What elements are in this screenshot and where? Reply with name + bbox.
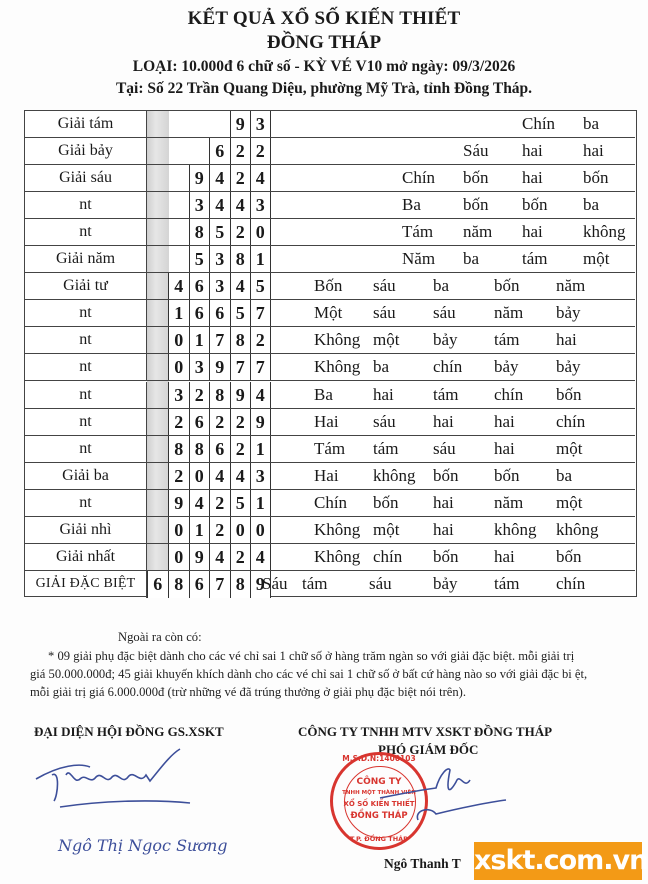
digit-word: bảy <box>433 573 458 593</box>
digit-word: không <box>556 519 599 539</box>
council-title: ĐẠI DIỆN HỘI ĐỒNG GS.XSKT <box>34 724 224 739</box>
digit-cell: 3 <box>209 246 230 272</box>
digit-cell: 4 <box>230 192 251 218</box>
results-table <box>24 110 637 597</box>
digit-cell: 1 <box>250 436 271 462</box>
digit-word: Sáu <box>463 141 489 161</box>
digit-word: một <box>556 492 583 512</box>
stamp-line-1: CÔNG TY <box>356 777 402 787</box>
company-title: CÔNG TY TNHH MTV XSKT ĐỒNG THÁP <box>298 724 553 739</box>
digit-cell: 1 <box>168 300 189 326</box>
digit-cell: 1 <box>189 517 210 543</box>
digit-word: ba <box>583 114 600 133</box>
digit-cell: 8 <box>230 327 251 353</box>
digit-cell: 5 <box>209 219 230 245</box>
digit-word: Bốn <box>314 276 343 296</box>
digit-word: hai <box>522 141 543 161</box>
digit-word: chín <box>373 546 403 566</box>
digit-word: bảy <box>433 330 458 350</box>
prize-row <box>25 354 635 381</box>
digit-word: một <box>583 249 610 269</box>
digit-word: bốn <box>463 195 489 215</box>
digit-cell: 4 <box>209 192 230 218</box>
prize-label: nt <box>25 300 147 326</box>
digit-word: sáu <box>373 411 396 431</box>
digit-cell: 6 <box>147 571 168 598</box>
digit-cell: 0 <box>168 544 189 570</box>
director-name: Ngô Thanh T <box>384 856 461 871</box>
digit-cell: 2 <box>230 436 251 462</box>
digit-cell: 3 <box>168 382 189 408</box>
digit-word: Ba <box>314 384 333 404</box>
digit-cell: 2 <box>209 409 230 435</box>
digit-word: năm <box>463 222 493 242</box>
digit-word: bốn <box>556 384 582 404</box>
digit-word: Không <box>314 546 361 566</box>
prize-label: Giải tám <box>25 111 147 137</box>
digit-cell: 4 <box>250 165 271 191</box>
digit-word: Chín <box>314 492 348 512</box>
digit-word: hai <box>433 519 454 539</box>
digit-cell: 4 <box>209 544 230 570</box>
digit-word: bốn <box>433 465 459 485</box>
prize-label: nt <box>25 409 147 435</box>
director-signature-icon <box>340 760 510 830</box>
digit-word: tám <box>494 573 520 593</box>
digit-cell: 9 <box>250 571 271 598</box>
digit-cell: 3 <box>250 111 271 137</box>
digit-cell: 6 <box>189 273 210 299</box>
digit-cell: 9 <box>168 490 189 516</box>
doc-title: KẾT QUẢ XỔ SỐ KIẾN THIẾT <box>187 8 461 29</box>
digit-word: chín <box>494 384 524 404</box>
digit-word: ba <box>433 276 450 296</box>
digit-word: chín <box>556 573 586 593</box>
digit-cell: 2 <box>250 138 271 164</box>
digit-word: hai <box>373 384 394 404</box>
digit-word: bốn <box>494 465 520 485</box>
prize-row <box>25 300 635 327</box>
digit-cell: 2 <box>168 409 189 435</box>
prize-row <box>25 138 635 165</box>
digit-cell: 4 <box>250 382 271 408</box>
digit-word: chín <box>556 411 586 431</box>
digit-cell: 0 <box>250 517 271 543</box>
prize-label: nt <box>25 354 147 380</box>
digit-cell: 7 <box>230 354 251 380</box>
digit-word: hai <box>494 438 515 458</box>
digit-word: Sáu <box>262 573 288 593</box>
digit-cell: 8 <box>230 571 251 598</box>
digit-word: năm <box>494 303 524 323</box>
prize-row <box>25 273 635 300</box>
digit-cell: 9 <box>189 544 210 570</box>
digit-cell: 7 <box>250 300 271 326</box>
prize-label: Giải bảy <box>25 138 147 164</box>
digit-cell: 3 <box>250 463 271 489</box>
digit-word: Năm <box>402 249 436 269</box>
prize-label: Giải ba <box>25 463 147 489</box>
prize-row <box>25 165 635 192</box>
digit-cell: 4 <box>189 490 210 516</box>
digit-word: Hai <box>314 411 339 431</box>
digit-cell: 6 <box>189 571 210 598</box>
prize-row <box>25 436 635 463</box>
digit-word: hai <box>494 411 515 431</box>
digit-cell: 4 <box>230 273 251 299</box>
digit-word: bốn <box>433 546 459 566</box>
digit-cell: 6 <box>209 300 230 326</box>
digit-cell: 8 <box>168 436 189 462</box>
digit-cell: 1 <box>250 490 271 516</box>
digit-cell: 8 <box>230 246 251 272</box>
digit-cell: 2 <box>230 544 251 570</box>
digit-word: tám <box>302 573 328 593</box>
digit-word: không <box>494 519 537 539</box>
digit-cell: 5 <box>189 246 210 272</box>
digit-cell: 8 <box>168 571 189 598</box>
prize-label: nt <box>25 192 147 218</box>
digit-cell: 3 <box>189 192 210 218</box>
council-signature-icon <box>30 745 210 815</box>
special-prize-row <box>25 571 635 598</box>
prize-label: nt <box>25 436 147 462</box>
digit-cell: 7 <box>209 327 230 353</box>
digit-cell: 8 <box>189 436 210 462</box>
watermark-logo: xskt.com.vn <box>474 842 642 880</box>
digit-word: một <box>373 519 400 539</box>
digit-cell: 5 <box>230 300 251 326</box>
digit-cell: 0 <box>168 327 189 353</box>
digit-word: bốn <box>463 168 489 188</box>
prize-label: Giải tư <box>25 273 147 299</box>
digit-word: ba <box>556 465 573 485</box>
prize-label: Giải năm <box>25 246 147 272</box>
digit-cell: 9 <box>250 409 271 435</box>
prize-row <box>25 463 635 490</box>
stamp-ring-top: M.S.D.N:1400103 <box>342 754 416 763</box>
digit-cell: 0 <box>168 517 189 543</box>
digit-cell: 6 <box>209 138 230 164</box>
digit-word: ba <box>463 249 480 269</box>
digit-word: Tám <box>402 222 434 242</box>
digit-word: chín <box>433 357 463 377</box>
digit-word: sáu <box>373 303 396 323</box>
digit-cell: 2 <box>230 138 251 164</box>
digit-word: bốn <box>494 276 520 296</box>
digit-cell: 6 <box>209 436 230 462</box>
digit-word: Hai <box>314 465 339 485</box>
digit-word: bảy <box>556 303 581 323</box>
digit-cell: 4 <box>250 544 271 570</box>
digit-word: ba <box>583 195 600 215</box>
digit-word: sáu <box>433 438 456 458</box>
digit-word: tám <box>373 438 399 458</box>
digit-cell: 7 <box>250 354 271 380</box>
digit-cell: 2 <box>168 463 189 489</box>
stamp-line-4: ĐỒNG THÁP <box>350 811 408 821</box>
prize-row <box>25 219 635 246</box>
digit-word: bốn <box>556 546 582 566</box>
prize-label: nt <box>25 327 147 353</box>
digit-word: hai <box>522 222 543 242</box>
digit-word: hai <box>494 546 515 566</box>
digit-word: hai <box>556 330 577 350</box>
digit-word: hai <box>433 411 454 431</box>
stamp-line-3: XỔ SỐ KIẾN THIẾT <box>343 800 415 808</box>
digit-cell: 6 <box>189 300 210 326</box>
digit-word: Tám <box>314 438 346 458</box>
prize-label: Giải nhì <box>25 517 147 543</box>
digit-word: bốn <box>583 168 609 188</box>
digit-word: Không <box>314 357 361 377</box>
prize-row <box>25 409 635 436</box>
digit-word: sáu <box>373 276 396 296</box>
digit-cell: 4 <box>209 463 230 489</box>
digit-word: Không <box>314 330 361 350</box>
digit-cell: 4 <box>168 273 189 299</box>
digit-cell: 9 <box>230 111 251 137</box>
digit-cell: 8 <box>189 219 210 245</box>
notes-line-2: giá 50.000.000đ; 45 giải khuyến khích dành cho các vé chỉ sai 1 chữ số ở bất cứ hàng nào so với giải đặc bi ệt, <box>30 667 588 681</box>
digit-cell: 4 <box>209 165 230 191</box>
digit-word: không <box>373 465 416 485</box>
digit-cell: 2 <box>250 327 271 353</box>
prize-label: GIẢI ĐẶC BIỆT <box>25 571 147 598</box>
digit-cell: 3 <box>209 273 230 299</box>
digit-cell: 1 <box>250 246 271 272</box>
digit-word: hai <box>522 168 543 188</box>
digit-cell: 2 <box>230 165 251 191</box>
prize-label: nt <box>25 490 147 516</box>
digit-word: tám <box>433 384 459 404</box>
prize-label: Giải sáu <box>25 165 147 191</box>
prize-row <box>25 382 635 409</box>
stamp-ring-bottom: T.P. ĐỒNG THÁP <box>350 835 408 843</box>
company-role: PHÓ GIÁM ĐỐC <box>378 742 479 757</box>
digit-word: hai <box>433 492 454 512</box>
prize-label: nt <box>25 219 147 245</box>
stamp-line-2: TNHH MỘT THÀNH VIÊN <box>342 790 416 796</box>
prize-row <box>25 111 635 138</box>
digit-word: bốn <box>373 492 399 512</box>
digit-cell: 0 <box>250 219 271 245</box>
notes-line-1: * 09 giải phụ đặc biệt dành cho các vé chỉ sai 1 chữ số ở hàng trăm ngàn so với giải đặc biệt. mỗi giải trị <box>48 649 575 663</box>
digit-cell: 0 <box>189 463 210 489</box>
council-name-handwritten: Ngô Thị Ngọc Sương <box>58 836 228 855</box>
digit-cell: 9 <box>230 382 251 408</box>
digit-cell: 2 <box>209 517 230 543</box>
digit-cell: 9 <box>189 165 210 191</box>
digit-word: bốn <box>522 195 548 215</box>
digit-cell: 9 <box>209 354 230 380</box>
prize-row <box>25 490 635 517</box>
prize-row <box>25 544 635 571</box>
digit-cell: 2 <box>230 219 251 245</box>
ticket-info: LOẠI: 10.000đ 6 chữ số - KỲ VÉ V10 mở ngày: 09/3/2026 <box>132 58 516 75</box>
digit-word: sáu <box>433 303 456 323</box>
digit-word: Ba <box>402 195 421 215</box>
digit-word: Một <box>314 303 343 323</box>
digit-cell: 2 <box>230 409 251 435</box>
digit-word: một <box>373 330 400 350</box>
prize-row <box>25 246 635 273</box>
digit-cell: 3 <box>250 192 271 218</box>
notes-line-3: mỗi giải trị giá 6.000.000đ (trừ những vé đã trúng thưởng ở giải phụ đặc biệt nói trên). <box>30 685 467 699</box>
digit-cell: 8 <box>209 382 230 408</box>
digit-word: ba <box>373 357 390 377</box>
digit-cell: 2 <box>209 490 230 516</box>
digit-word: năm <box>556 276 586 296</box>
digit-cell: 4 <box>230 463 251 489</box>
notes-intro: Ngoài ra còn có: <box>118 630 202 644</box>
digit-cell: 1 <box>189 327 210 353</box>
digit-word: tám <box>522 249 548 269</box>
digit-cell: 2 <box>189 382 210 408</box>
digit-word: tám <box>494 330 520 350</box>
doc-subtitle: ĐỒNG THÁP <box>266 32 382 53</box>
digit-cell: 5 <box>250 273 271 299</box>
prize-label: Giải nhất <box>25 544 147 570</box>
draw-address: Tại: Số 22 Trần Quang Diệu, phường Mỹ Trà, tỉnh Đồng Tháp. <box>115 80 533 97</box>
digit-word: bảy <box>556 357 581 377</box>
prize-label: nt <box>25 382 147 408</box>
prize-row <box>25 192 635 219</box>
digit-word: Chín <box>522 114 556 133</box>
digit-word: năm <box>494 492 524 512</box>
prize-row <box>25 517 635 544</box>
prize-row <box>25 327 635 354</box>
digit-cell: 5 <box>230 490 251 516</box>
digit-word: Không <box>314 519 361 539</box>
digit-cell: 0 <box>168 354 189 380</box>
digit-cell: 6 <box>189 409 210 435</box>
digit-word: một <box>556 438 583 458</box>
digit-cell: 3 <box>189 354 210 380</box>
digit-word: bảy <box>494 357 519 377</box>
digit-word: không <box>583 222 626 242</box>
digit-cell: 0 <box>230 517 251 543</box>
digit-word: hai <box>583 141 604 161</box>
digit-word: Chín <box>402 168 436 188</box>
digit-cell: 7 <box>209 571 230 598</box>
digit-word: sáu <box>369 573 392 593</box>
